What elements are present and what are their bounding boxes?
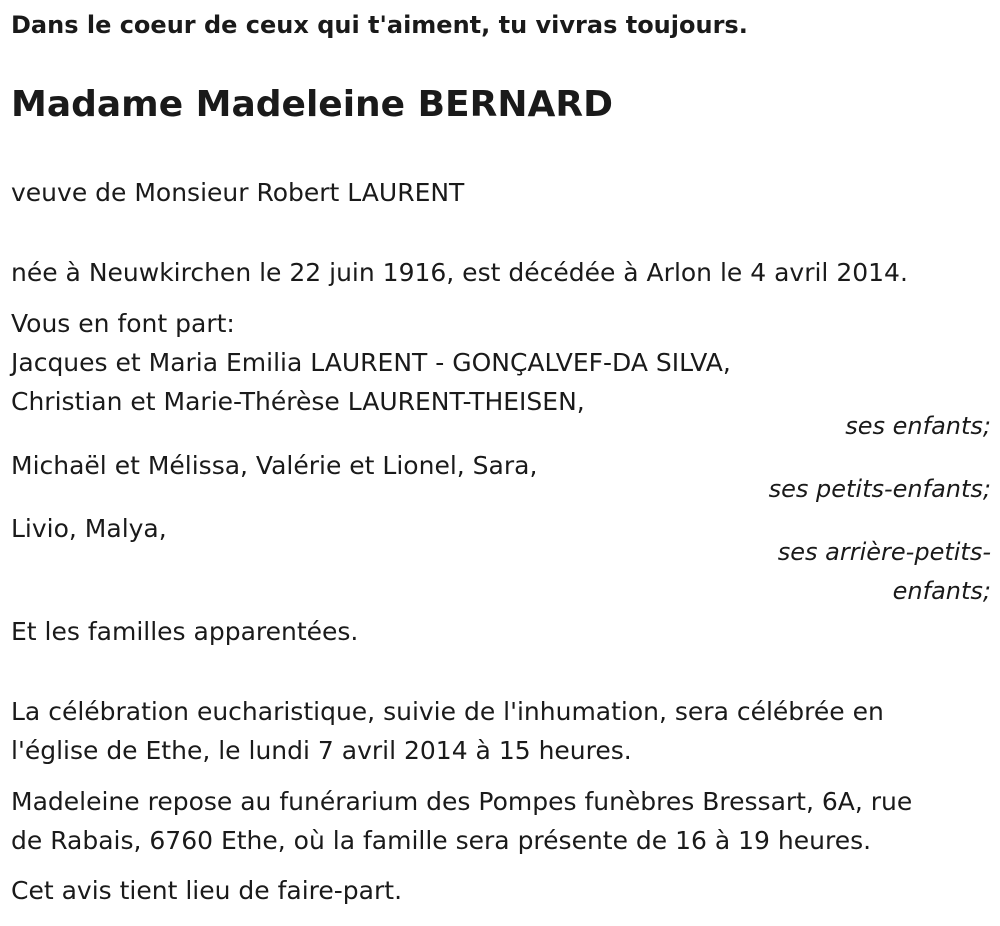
child-line-1: Jacques et Maria Emilia LAURENT - GONÇALVEF-DA SILVA, — [11, 348, 731, 377]
grandchildren-label: ses petits-enfants; — [768, 475, 991, 503]
viewing-line-2: de Rabais, 6760 Ethe, où la famille sera présente de 16 à 19 heures. — [11, 826, 872, 855]
great-grandchildren-line: Livio, Malya, — [11, 514, 167, 543]
announce-intro: Vous en font part: — [11, 309, 235, 338]
ceremony-line-1: La célébration eucharistique, suivie de l'inhumation, sera célébrée en — [11, 697, 884, 726]
ceremony-line-2: l'église de Ethe, le lundi 7 avril 2014 à 15 heures. — [11, 736, 632, 765]
families-line: Et les familles apparentées. — [11, 617, 359, 646]
deceased-name: Madame Madeleine BERNARD — [11, 84, 613, 125]
birth-death-line: née à Neuwkirchen le 22 juin 1916, est décédée à Arlon le 4 avril 2014. — [11, 258, 908, 287]
child-line-2: Christian et Marie-Thérèse LAURENT-THEISEN, — [11, 387, 585, 416]
children-label: ses enfants; — [845, 412, 991, 440]
viewing-line-1: Madeleine repose au funérarium des Pompes funèbres Bressart, 6A, rue — [11, 787, 913, 816]
great-grandchildren-label-2: enfants; — [892, 577, 991, 605]
epigraph: Dans le coeur de ceux qui t'aiment, tu vivras toujours. — [11, 11, 748, 39]
great-grandchildren-label-1: ses arrière-petits- — [777, 538, 991, 566]
spouse-line: veuve de Monsieur Robert LAURENT — [11, 178, 465, 207]
closing-line: Cet avis tient lieu de faire-part. — [11, 876, 403, 905]
grandchildren-line: Michaël et Mélissa, Valérie et Lionel, Sara, — [11, 451, 538, 480]
